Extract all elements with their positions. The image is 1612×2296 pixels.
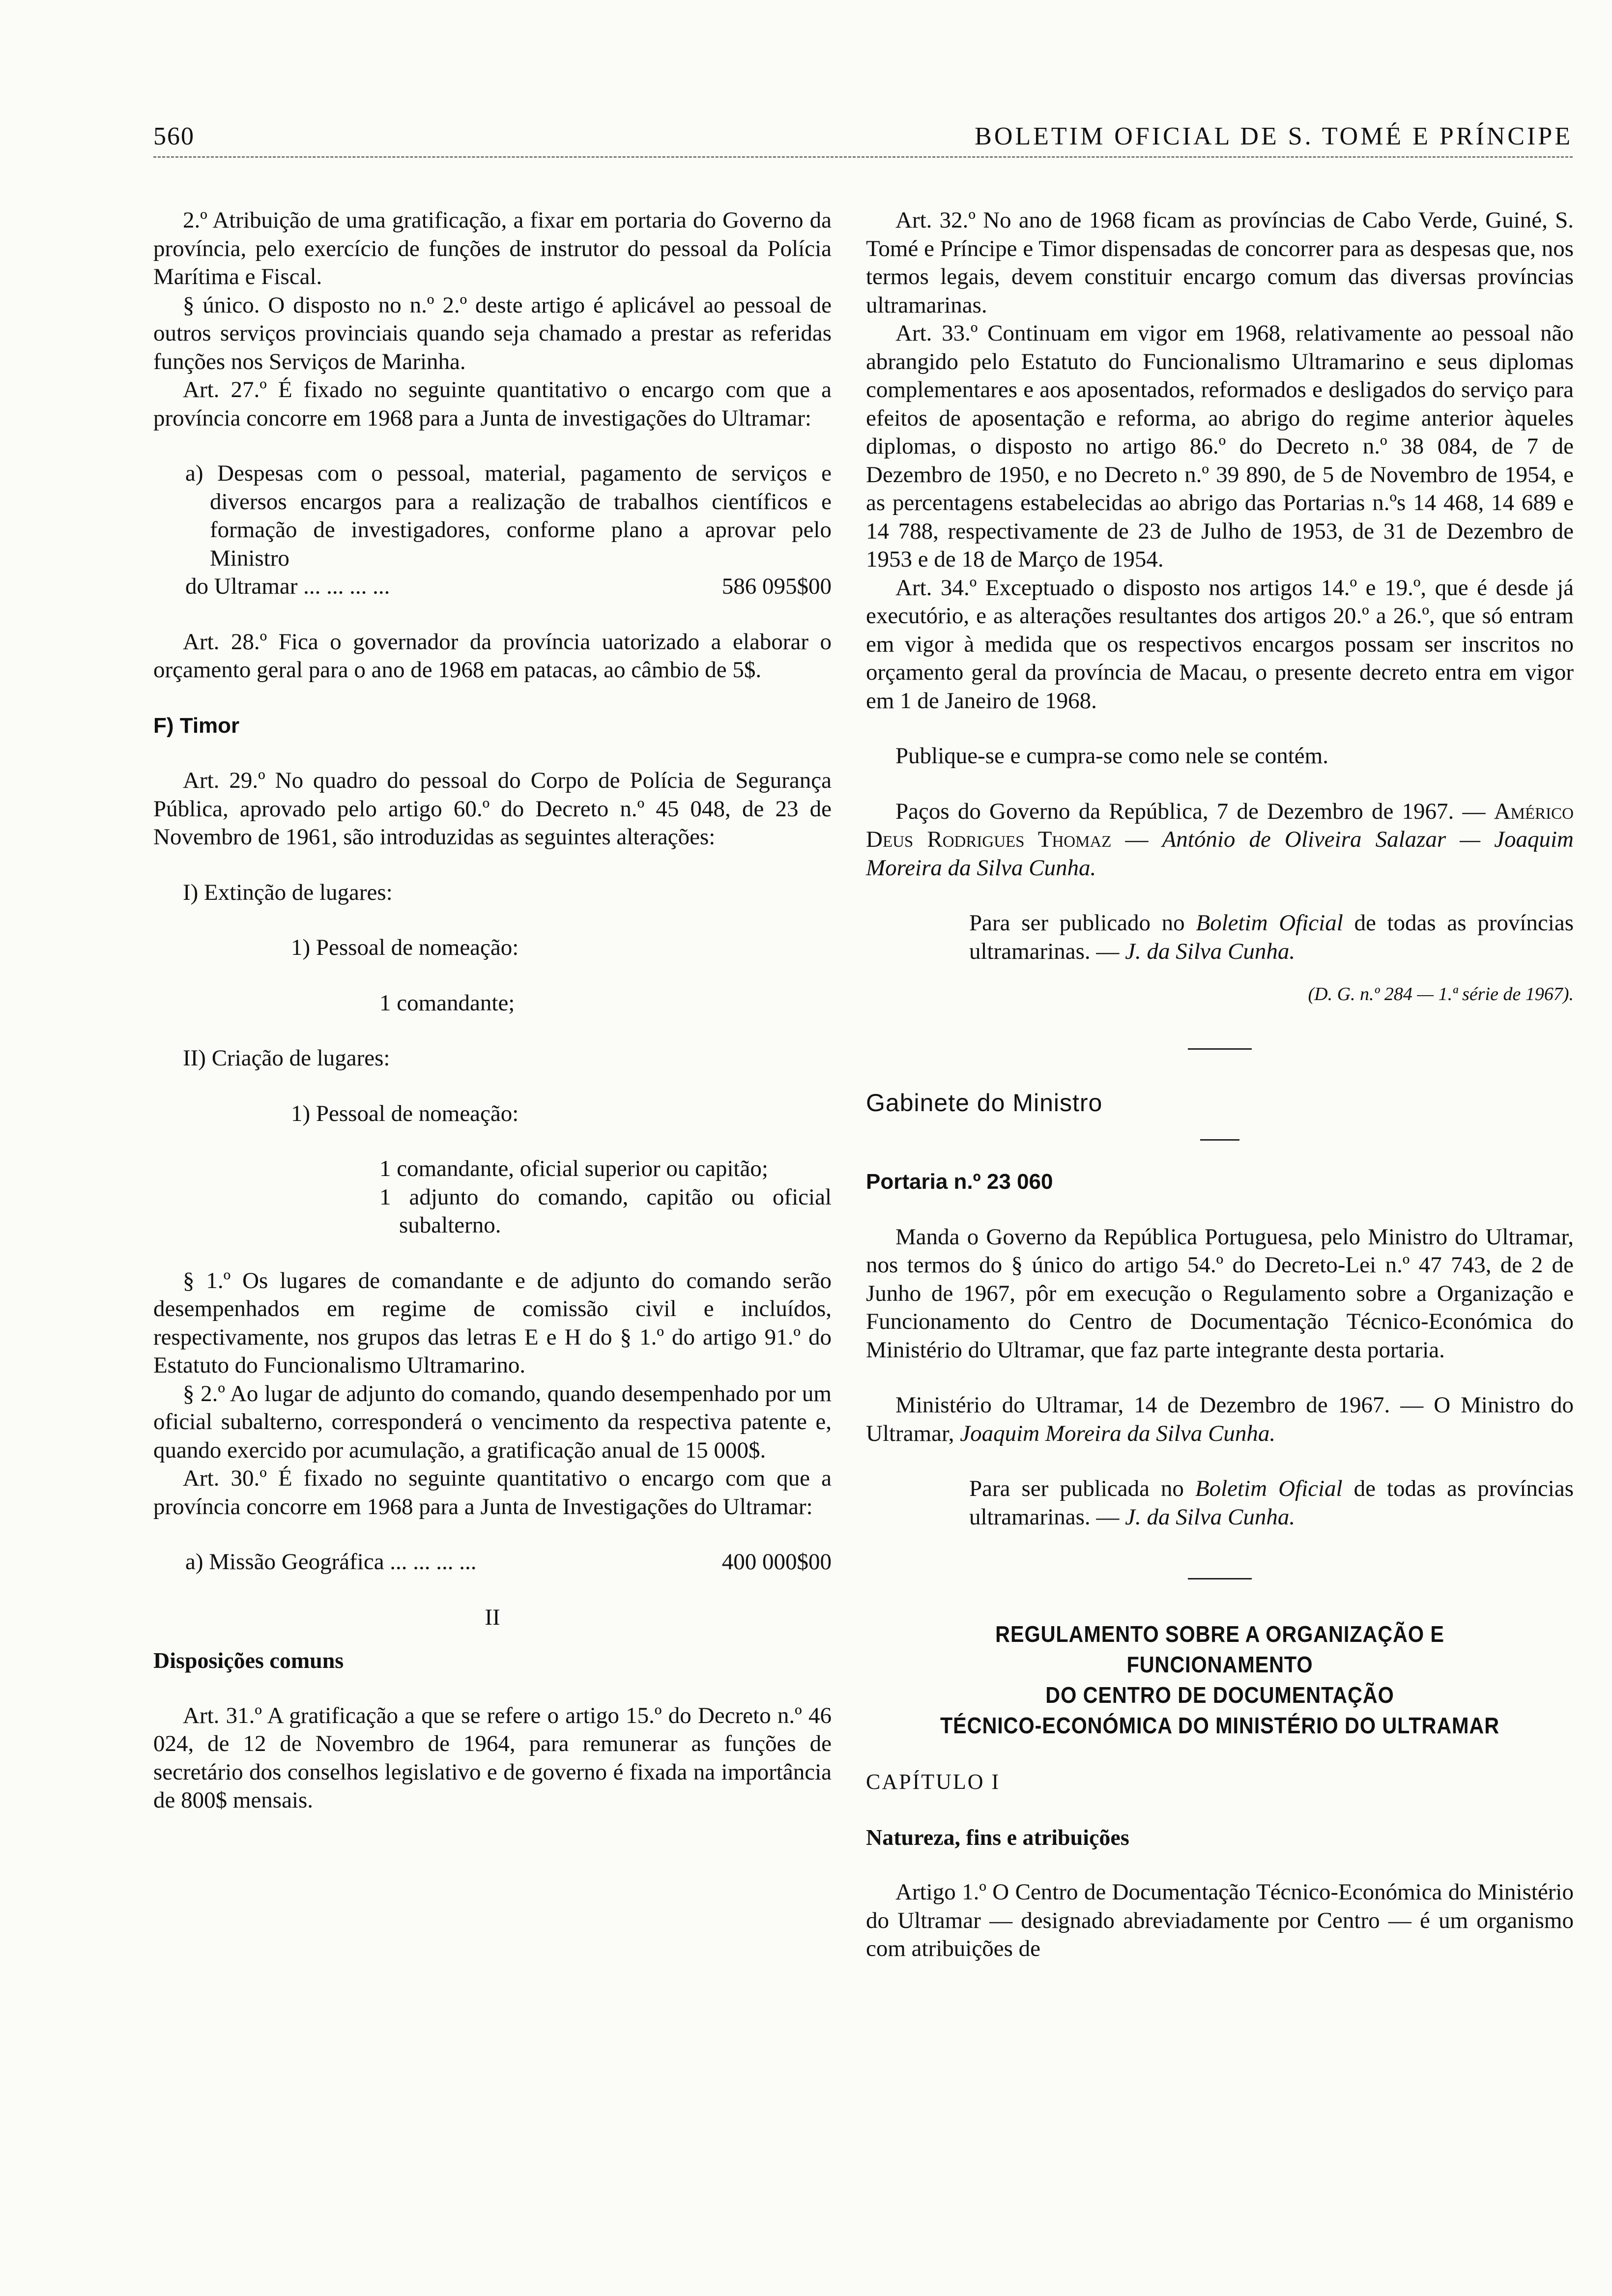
article-28: Art. 28.º Fica o governador da província uatorizado a elaborar o orçamento geral para o ano de 1968 em patacas, ao câmbio de 5$.	[153, 629, 832, 683]
divider	[1188, 1048, 1252, 1050]
list-item: I) Extinção de lugares:	[183, 879, 393, 905]
part-number: II	[485, 1604, 500, 1630]
article-34: Art. 34.º Exceptuado o disposto nos artigos 14.º e 19.º, que é desde já executório, e as alterações resultantes dos artigos 20.º a 26.º, que só entram em vigor à medida que os respectivos encargos possam ser inscritos no orçamento geral da província de Macau, o presente decreto entra em vigor em 1 de Janeiro de 1968.	[866, 574, 1574, 714]
alinea-a-art27	[185, 459, 832, 601]
list-item: 1 comandante;	[379, 990, 515, 1016]
publication-note: Para ser publicado no Boletim Oficial de todas as províncias ultramarinas. — J. da Silva Cunha.	[969, 910, 1574, 964]
gabinete-heading: Gabinete do Ministro	[866, 1089, 1103, 1117]
paragraph: § único. O disposto no n.º 2.º deste artigo é aplicável ao pessoal de outros serviços provinciais quando seja chamado a prestar as referidas funções nos Serviços de Marinha.	[153, 292, 832, 374]
regulation-title: REGULAMENTO SOBRE A ORGANIZAÇÃO E FUNCIONAMENTO DO CENTRO DE DOCUMENTAÇÃO TÉCNICO-ECONÓMICA DO MINISTÉRIO DO ULTRAMAR	[940, 1621, 1500, 1738]
portaria-text: Manda o Governo da República Portuguesa, pelo Ministro do Ultramar, nos termos do § único do artigo 54.º do Decreto-Lei n.º 47 743, de 2 de Junho de 1967, pôr em execução o Regulamento sobre a Organização e Funcionamento do Centro de Documentação Técnico-Económica do Ministério do Ultramar, que faz parte integrante desta portaria.	[866, 1224, 1574, 1363]
chapter-subtitle: Natureza, fins e atribuições	[866, 1824, 1129, 1850]
publication-note: Para ser publicada no Boletim Oficial de todas as províncias ultramarinas. — J. da Silva Cunha.	[969, 1476, 1574, 1530]
journal-title: BOLETIM OFICIAL DE S. TOMÉ E PRÍNCIPE	[975, 122, 1573, 150]
page-header	[153, 112, 1573, 158]
list-item: 1) Pessoal de nomeação:	[291, 935, 519, 960]
amount-value: 400 000$00	[721, 1549, 832, 1575]
paragraph: 2.º Atribuição de uma gratificação, a fixar em portaria do Governo da província, pelo exercício de funções de instrutor do pessoal da Polícia Marítima e Fiscal.	[153, 207, 832, 289]
list-item: 1 comandante, oficial superior ou capitão;	[379, 1156, 768, 1181]
chapter-heading: CAPÍTULO I	[866, 1770, 1001, 1794]
section-heading-timor: F) Timor	[153, 713, 240, 738]
alinea-text-end: do Ultramar ... ... ... ...	[185, 574, 390, 599]
divider	[1200, 1139, 1239, 1141]
portaria-signature: Ministério do Ultramar, 14 de Dezembro de 1967. — O Ministro do Ultramar, Joaquim Moreira da Silva Cunha.	[866, 1392, 1574, 1446]
alinea-a-art30	[185, 1548, 832, 1577]
signatures: Paços do Governo da República, 7 de Dezembro de 1967. — Américo Deus Rodrigues Thomaz — António de Oliveira Salazar — Joaquim Moreira da Silva Cunha.	[866, 798, 1574, 881]
paragraph: Publique-se e cumpra-se como nele se contém.	[895, 743, 1328, 769]
signatory-names: António de Oliveira Salazar — Joaquim Moreira da Silva Cunha.	[866, 827, 1574, 881]
signatory-name: Américo Deus Rodrigues Thomaz	[866, 798, 1574, 852]
page-number: 560	[153, 122, 195, 150]
article-30: Art. 30.º É fixado no seguinte quantitativo o encargo com que a província concorre em 1968 para a Junta de Investigações do Ultramar:	[153, 1465, 832, 1520]
divider	[1188, 1578, 1252, 1579]
list-item: II) Criação de lugares:	[183, 1045, 390, 1071]
alinea-text: a) Missão Geográfica ... ... ... ...	[185, 1549, 477, 1575]
article-27: Art. 27.º É fixado no seguinte quantitativo o encargo com que a província concorre em 1968 para a Junta de investigações do Ultramar:	[153, 377, 832, 431]
portaria-heading: Portaria n.º 23 060	[866, 1170, 1053, 1194]
paragraph: § 1.º Os lugares de comandante e de adjunto do comando serão desempenhados em regime de comissão civil e incluídos, respectivamente, nos grupos das letras E e H do § 1.º do artigo 91.º do Estatuto do Funcionalismo Ultramarino.	[153, 1267, 832, 1378]
amount-value: 586 095$00	[721, 574, 832, 599]
article-33: Art. 33.º Continuam em vigor em 1968, relativamente ao pessoal não abrangido pelo Estatuto do Funcionalismo Ultramarino e seus diplomas complementares e aos aposentados, reformados e desligados do serviço para efeitos de aposentação e reforma, ao abrigo do regime anterior àqueles diplomas, o disposto no artigo 86.º do Decreto n.º 38 084, de 7 de Dezembro de 1950, e no Decreto n.º 39 890, de 5 de Novembro de 1954, e as percentagens estabelecidas ao abrigo das Portarias n.ºs 14 468, 14 689 e 14 788, respectivamente de 23 de Julho de 1953, de 31 de Dezembro de 1953 e de 18 de Março de 1954.	[866, 320, 1574, 572]
alinea-text: a) Despesas com o pessoal, material, pagamento de serviços e diversos encargos para a realização de trabalhos científicos e formação de investigadores, conforme plano a aprovar pelo Ministro	[185, 460, 832, 571]
diary-reference: (D. G. n.º 284 — 1.ª série de 1967).	[1308, 984, 1574, 1004]
article-1: Artigo 1.º O Centro de Documentação Técnico-Económica do Ministério do Ultramar — designado abreviadamente por Centro — é um organismo com atribuições de	[866, 1879, 1574, 1961]
article-32: Art. 32.º No ano de 1968 ficam as províncias de Cabo Verde, Guiné, S. Tomé e Príncipe e Timor dispensadas de concorrer para as despesas que, nos termos legais, devem constituir encargo comum das diversas províncias ultramarinas.	[866, 207, 1574, 318]
right-column	[866, 206, 1574, 1963]
article-29: Art. 29.º No quadro do pessoal do Corpo de Polícia de Segurança Pública, aprovado pelo artigo 60.º do Decreto n.º 45 048, de 23 de Novembro de 1961, são introduzidas as seguintes alterações:	[153, 768, 832, 850]
list-item: 1) Pessoal de nomeação:	[291, 1100, 519, 1126]
article-31: Art. 31.º A gratificação a que se refere o artigo 15.º do Decreto n.º 46 024, de 12 de Novembro de 1964, para remunerar as funções de secretário dos conselhos legislativo e de governo é fixada na importância de 800$ mensais.	[153, 1702, 832, 1813]
list-item: 1 adjunto do comando, capitão ou oficial subalterno.	[379, 1184, 832, 1238]
section-heading-disposicoes: Disposições comuns	[153, 1648, 344, 1673]
paragraph: § 2.º Ao lugar de adjunto do comando, quando desempenhado por um oficial subalterno, corresponderá o vencimento da respectiva patente e, quando exercido por acumulação, a gratificação anual de 15 000$.	[153, 1380, 832, 1463]
left-column	[153, 206, 832, 1815]
